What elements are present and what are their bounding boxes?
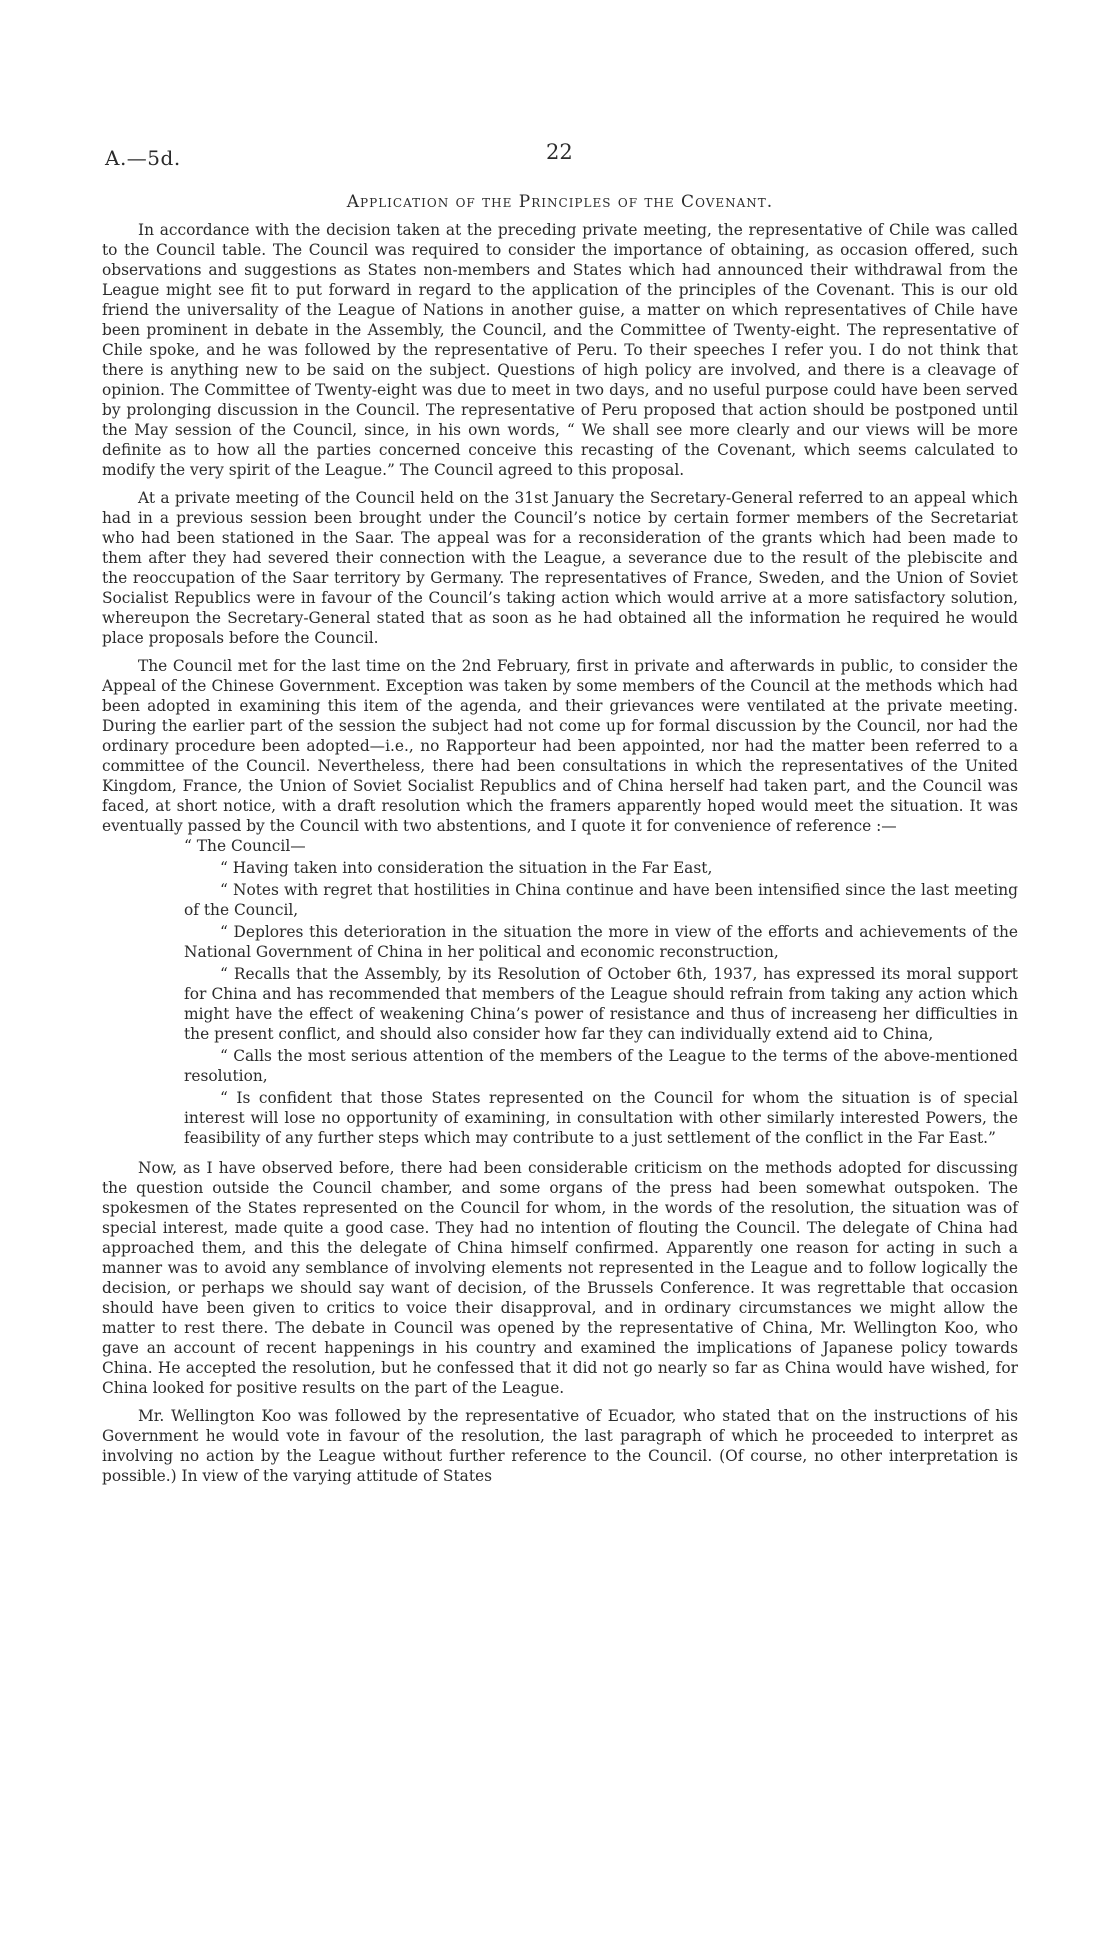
- quote-clause: “ Is confident that those States represented on the Council for whom the situation is of special interest will lose no opportunity of examining, in consultation with other similarly interested Powers, the feasibility of any further steps which may contribute to a just settlement of the conflict in the Far East.”: [184, 1089, 1018, 1147]
- quote-clause: “ Having taken into consideration the situation in the Far East,: [220, 859, 713, 877]
- quoted-resolution: [102, 836, 1018, 1148]
- paragraph: In accordance with the decision taken at the preceding private meeting, the representative of Chile was called to the Council table. The Council was required to consider the importance of obtaining, as occasion offered, such observations and suggestions as States non-members and States which had announced their withdrawal from the League might see fit to put forward in regard to the application of the principles of the Covenant. This is our old friend the universality of the League of Nations in another guise, a matter on which representatives of Chile have been prominent in debate in the Assembly, the Council, and the Committee of Twenty-eight. The representative of Chile spoke, and he was followed by the representative of Peru. To their speeches I refer you. I do not think that there is anything new to be said on the subject. Questions of high policy are involved, and there is a cleavage of opinion. The Committee of Twenty-eight was due to meet in two days, and no useful purpose could have been served by prolonging discussion in the Council. The representative of Peru proposed that action should be postponed until the May session of the Council, since, in his own words, “ We shall see more clearly and our views will be more definite as to how all the parties concerned conceive this recasting of the Covenant, which seems calculated to modify the very spirit of the League.” The Council agreed to this proposal.: [102, 221, 1018, 479]
- paragraph: Mr. Wellington Koo was followed by the representative of Ecuador, who stated that on the instructions of his Government he would vote in favour of the resolution, the last paragraph of which he proceeded to interpret as involving no action by the League without further reference to the Council. (Of course, no other interpretation is possible.) In view of the varying attitude of States: [102, 1407, 1018, 1485]
- quote-clause: “ Deplores this deterioration in the situation the more in view of the efforts and achievements of the National Government of China in her political and economic reconstruction,: [184, 923, 1018, 961]
- document-page: [102, 140, 1018, 1494]
- paragraph: The Council met for the last time on the 2nd February, first in private and afterwards in public, to consider the Appeal of the Chinese Government. Exception was taken by some members of the Council at the methods which had been adopted in examining this item of the agenda, and their grievances were ventilated at the private meeting. During the earlier part of the session the subject had not come up for formal discussion by the Council, nor had the ordinary procedure been adopted—i.e., no Rapporteur had been appointed, nor had the matter been referred to a committee of the Council. Nevertheless, there had been consultations in which the representatives of the United Kingdom, France, the Union of Soviet Socialist Republics and of China herself had taken part, and the Council was faced, at short notice, with a draft resolution which the framers apparently hoped would meet the situation. It was eventually passed by the Council with two abstentions, and I quote it for convenience of reference :—: [102, 657, 1018, 835]
- quote-body: [184, 858, 1018, 1148]
- quote-clause: “ Notes with regret that hostilities in China continue and have been intensified since the last meeting of the Council,: [184, 881, 1018, 919]
- quote-clause: “ Recalls that the Assembly, by its Resolution of October 6th, 1937, has expressed its moral support for China and has recommended that members of the League should refrain from taking any action which might have the effect of weakening China’s power of resistance and thus of increaseng her difficulties in the present conflict, and should also consider how far they can individually extend aid to China,: [184, 965, 1018, 1043]
- paragraph: At a private meeting of the Council held on the 31st January the Secretary-General referred to an appeal which had in a previous session been brought under the Council’s notice by certain former members of the Secretariat who had been stationed in the Saar. The appeal was for a reconsideration of the grants which had been made to them after they had severed their connection with the League, a severance due to the result of the plebiscite and the reoccupation of the Saar territory by Germany. The representatives of France, Sweden, and the Union of Soviet Socialist Republics were in favour of the Council’s taking action which would arrive at a more satisfactory solution, whereupon the Secretary-General stated that as soon as he had obtained all the information he required he would place proposals before the Council.: [102, 489, 1018, 647]
- paragraph: Now, as I have observed before, there had been considerable criticism on the methods adopted for discussing the question outside the Council chamber, and some organs of the press had been somewhat outspoken. The spokesmen of the States represented on the Council for whom, in the words of the resolution, the situation was of special interest, made quite a good case. They had no intention of flouting the Council. The delegate of China had approached them, and this the delegate of China himself confirmed. Apparently one reason for acting in such a manner was to avoid any semblance of involving elements not represented in the League and to follow logically the decision, or perhaps we should say want of decision, of the Brussels Conference. It was regrettable that occasion should have been given to critics to voice their disapproval, and in ordinary circumstances we might allow the matter to rest there. The debate in Council was opened by the representative of China, Mr. Wellington Koo, who gave an account of recent happenings in his country and examined the implications of Japanese policy towards China. He accepted the resolution, but he confessed that it did not go nearly so far as China would have wished, for China looked for positive results on the part of the League.: [102, 1159, 1018, 1397]
- page-header: [102, 140, 1018, 176]
- page-number: 22: [546, 140, 573, 164]
- quote-clause: “ Calls the most serious attention of the members of the League to the terms of the above-mentioned resolution,: [184, 1047, 1018, 1085]
- document-reference: A.—5d.: [105, 146, 181, 170]
- section-title: Application of the Principles of the Covenant.: [346, 192, 774, 212]
- quote-intro: “ The Council—: [184, 837, 306, 855]
